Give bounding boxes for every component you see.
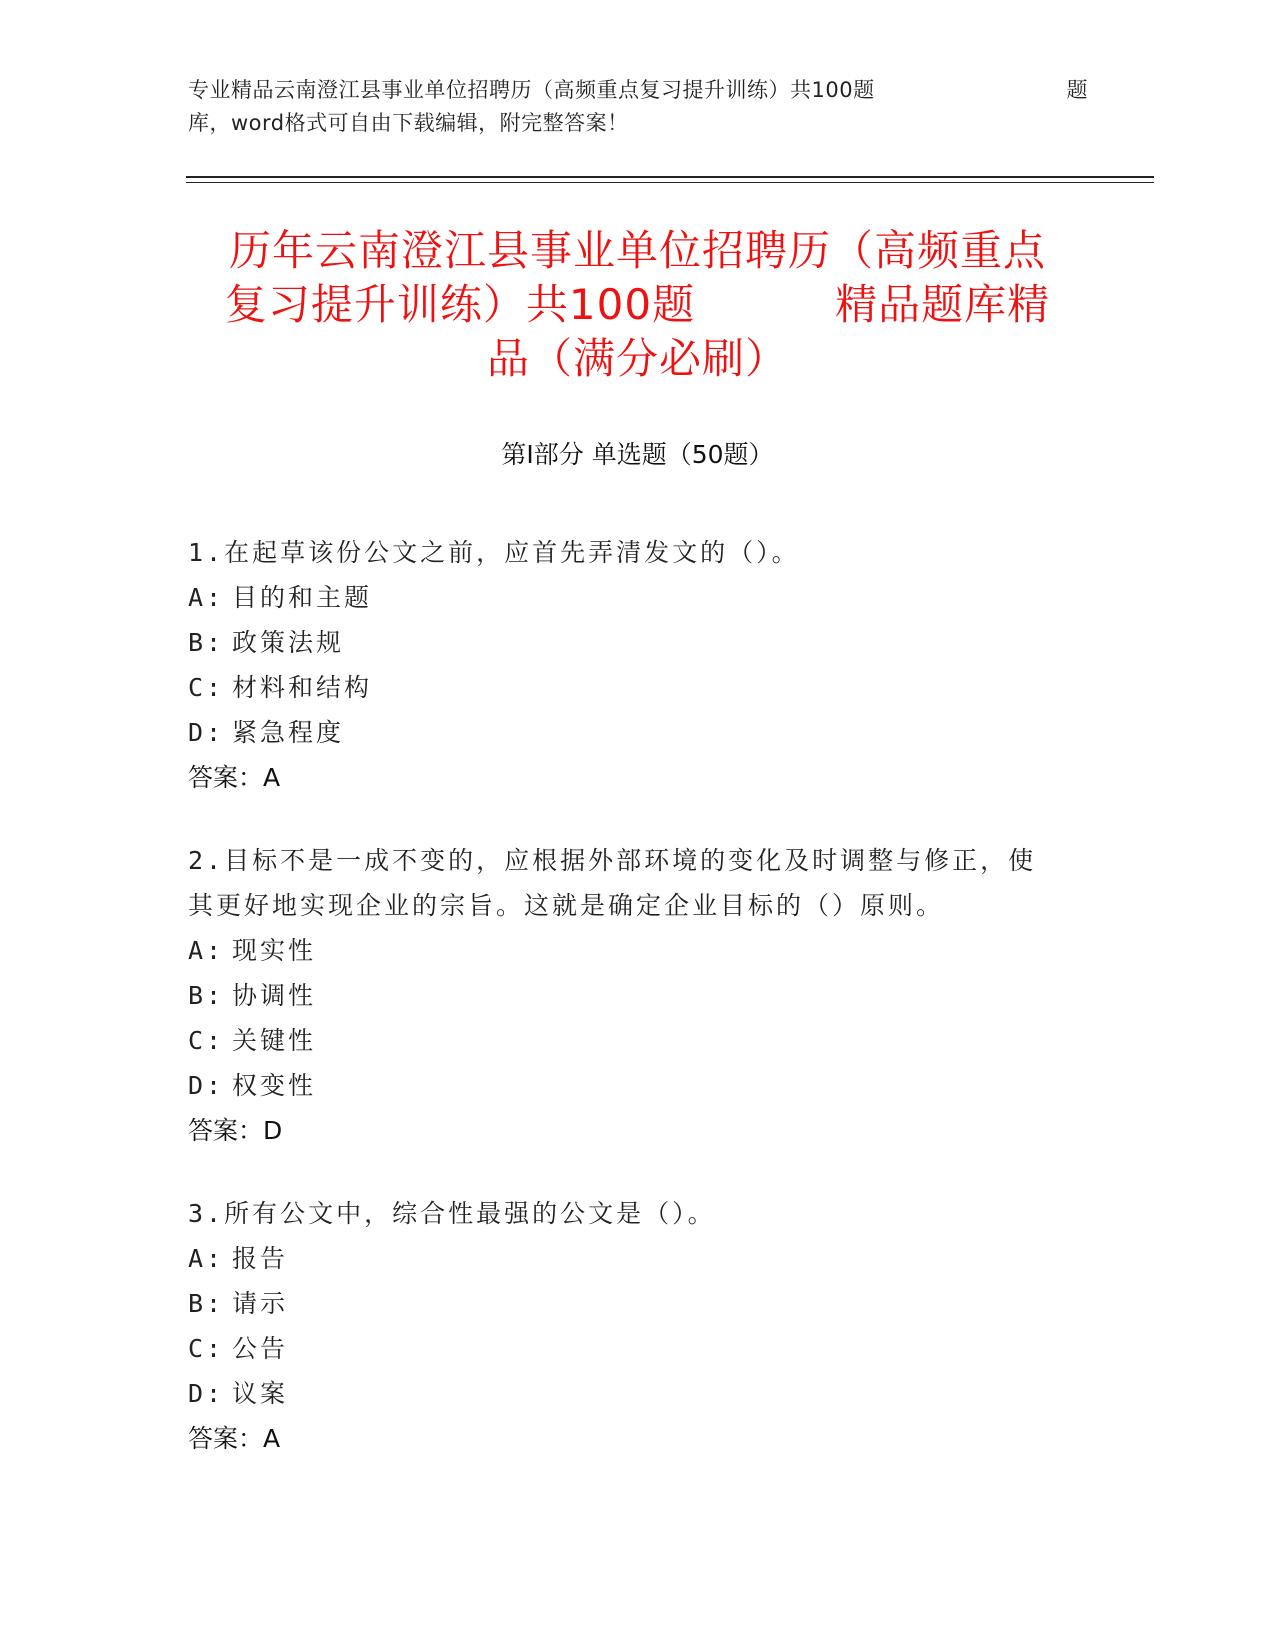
option-text: 请示	[232, 1289, 289, 1318]
question-text: 3.所有公文中，综合性最强的公文是（）。	[188, 1199, 716, 1228]
question-3	[188, 1191, 1068, 1461]
header-text-left: 专业精品云南澄江县事业单位招聘历（高频重点复习提升训练）共100题	[188, 78, 875, 102]
option-a	[188, 1236, 1068, 1281]
option-key: D:	[188, 1379, 225, 1408]
title-line-2-left: 复习提升训练）共100题	[224, 280, 696, 329]
question-text-line-1: 2.目标不是一成不变的，应根据外部环境的变化及时调整与修正，使	[188, 846, 1037, 875]
option-key: C:	[188, 1026, 225, 1055]
option-key: D:	[188, 718, 225, 747]
question-2	[188, 838, 1068, 1153]
option-text: 权变性	[232, 1071, 317, 1100]
header-divider-thin	[186, 182, 1154, 183]
header-line-1	[188, 74, 1088, 107]
header-divider-thick	[186, 176, 1154, 178]
option-text: 紧急程度	[232, 718, 345, 747]
option-text: 公告	[232, 1334, 289, 1363]
option-key: C:	[188, 673, 225, 702]
answer: 答案：A	[188, 1424, 281, 1453]
option-text: 关键性	[232, 1026, 317, 1055]
option-b	[188, 973, 1068, 1018]
option-c	[188, 665, 1068, 710]
option-a	[188, 928, 1068, 973]
option-text: 政策法规	[232, 628, 345, 657]
option-key: C:	[188, 1334, 225, 1363]
question-text-line-2: 其更好地实现企业的宗旨。这就是确定企业目标的（）原则。	[188, 891, 945, 920]
option-c	[188, 1326, 1068, 1371]
option-text: 议案	[232, 1379, 289, 1408]
question-1	[188, 530, 1068, 800]
answer: 答案：A	[188, 763, 281, 792]
page-header	[188, 74, 1088, 140]
option-d	[188, 1371, 1068, 1416]
option-text: 协调性	[232, 981, 317, 1010]
option-key: A:	[188, 1244, 225, 1273]
option-c	[188, 1018, 1068, 1063]
option-key: B:	[188, 1289, 225, 1318]
option-a	[188, 575, 1068, 620]
title-line-1: 历年云南澄江县事业单位招聘历（高频重点	[228, 226, 1046, 275]
option-key: B:	[188, 981, 225, 1010]
title-line-3: 品（满分必刷）	[486, 334, 788, 383]
option-key: B:	[188, 628, 225, 657]
answer: 答案：D	[188, 1116, 283, 1145]
option-text: 材料和结构	[232, 673, 373, 702]
section-title: 第Ⅰ部分 单选题（50题）	[501, 440, 774, 469]
option-text: 现实性	[232, 936, 317, 965]
document-title	[190, 224, 1085, 386]
option-d	[188, 1063, 1068, 1108]
header-line-2: 库，word格式可自由下载编辑，附完整答案！	[188, 111, 629, 135]
header-text-right: 题	[1066, 78, 1088, 102]
option-text: 目的和主题	[232, 583, 373, 612]
option-key: D:	[188, 1071, 225, 1100]
question-text: 1.在起草该份公文之前，应首先弄清发文的（）。	[188, 538, 800, 567]
option-key: A:	[188, 583, 225, 612]
option-key: A:	[188, 936, 225, 965]
title-line-2-right: 精品题库精	[835, 280, 1051, 329]
option-b	[188, 1281, 1068, 1326]
question-list	[188, 530, 1068, 1499]
option-d	[188, 710, 1068, 755]
title-line-2	[190, 278, 1085, 332]
option-b	[188, 620, 1068, 665]
option-text: 报告	[232, 1244, 289, 1273]
